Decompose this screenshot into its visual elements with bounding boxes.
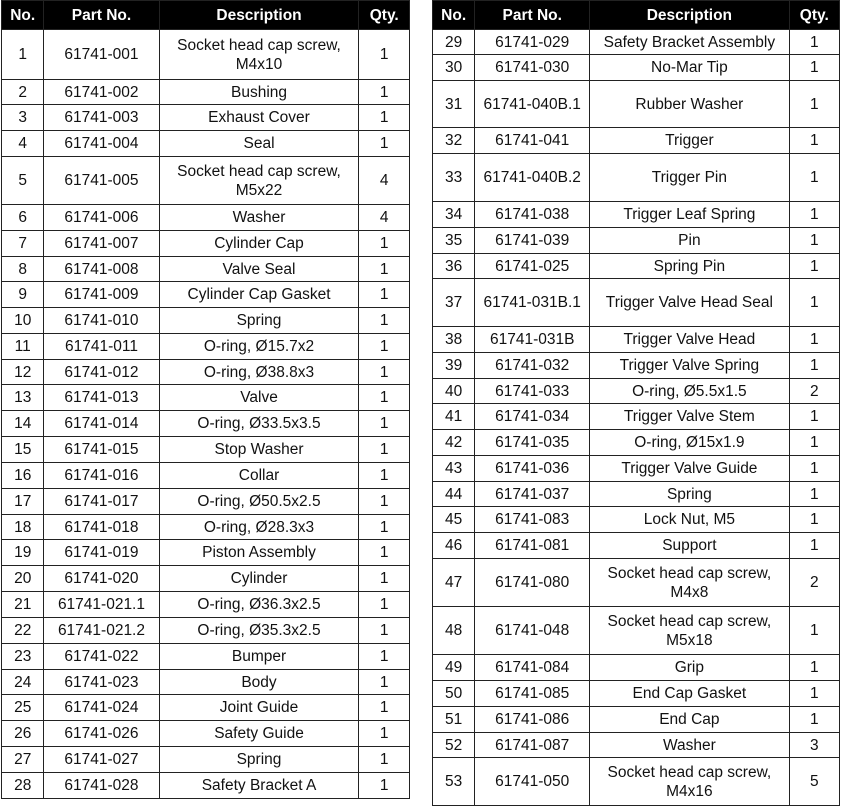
cell-no: 23: [2, 644, 44, 670]
cell-no: 46: [433, 533, 475, 559]
cell-description: Trigger Valve Head Seal: [590, 279, 789, 327]
cell-no: 24: [2, 670, 44, 695]
cell-no: 50: [433, 681, 475, 707]
cell-no: 14: [2, 411, 44, 437]
cell-part-no: 61741-023: [44, 670, 159, 695]
cell-no: 43: [433, 456, 475, 482]
table-row: [2, 489, 410, 515]
cell-part-no: 61741-018: [44, 515, 159, 540]
cell-description: Trigger Leaf Spring: [590, 202, 789, 228]
cell-part-no: 61741-011: [44, 334, 159, 360]
header-qty: Qty.: [359, 1, 410, 30]
cell-part-no: 61741-005: [44, 157, 159, 205]
header-part-no: Part No.: [475, 1, 590, 30]
table-row: [433, 559, 840, 607]
cell-description: O-ring, Ø50.5x2.5: [159, 489, 359, 515]
cell-part-no: 61741-086: [475, 707, 590, 733]
cell-no: 32: [433, 128, 475, 154]
table-row: [2, 308, 410, 334]
cell-part-no: 61741-007: [44, 231, 159, 257]
cell-description: Spring: [590, 482, 789, 507]
cell-description: Piston Assembly: [159, 540, 359, 566]
cell-qty: 1: [789, 202, 839, 228]
cell-description: O-ring, Ø36.3x2.5: [159, 592, 359, 618]
cell-part-no: 61741-036: [475, 456, 590, 482]
cell-part-no: 61741-015: [44, 437, 159, 463]
cell-part-no: 61741-012: [44, 360, 159, 385]
cell-part-no: 61741-087: [475, 733, 590, 758]
cell-qty: 2: [789, 559, 839, 607]
cell-description: Grip: [590, 655, 789, 681]
table-row: [433, 202, 840, 228]
table-row: [433, 507, 840, 533]
cell-description: Spring: [159, 308, 359, 334]
table-row: [2, 231, 410, 257]
header-qty: Qty.: [789, 1, 839, 30]
cell-description: Washer: [159, 205, 359, 231]
cell-part-no: 61741-010: [44, 308, 159, 334]
cell-qty: 1: [789, 81, 839, 128]
cell-no: 3: [2, 105, 44, 131]
cell-description: O-ring, Ø38.8x3: [159, 360, 359, 385]
cell-qty: 1: [789, 30, 839, 55]
cell-description: Cylinder Cap Gasket: [159, 282, 359, 308]
cell-part-no: 61741-013: [44, 385, 159, 411]
cell-description: Support: [590, 533, 789, 559]
cell-qty: 3: [789, 733, 839, 758]
table-row: [2, 257, 410, 282]
cell-qty: 1: [359, 257, 410, 282]
cell-description: Bumper: [159, 644, 359, 670]
cell-part-no: 61741-004: [44, 131, 159, 157]
cell-no: 28: [2, 773, 44, 799]
table-row: [433, 279, 840, 327]
cell-description: Valve: [159, 385, 359, 411]
cell-qty: 1: [789, 655, 839, 681]
cell-description: Seal: [159, 131, 359, 157]
cell-description: Socket head cap screw, M4x16: [590, 758, 789, 806]
cell-description: Washer: [590, 733, 789, 758]
cell-description: Trigger Valve Stem: [590, 404, 789, 430]
cell-qty: 1: [359, 80, 410, 105]
cell-part-no: 61741-026: [44, 721, 159, 747]
cell-description: O-ring, Ø5.5x1.5: [590, 379, 789, 404]
table-row: [2, 566, 410, 592]
cell-description: O-ring, Ø28.3x3: [159, 515, 359, 540]
cell-part-no: 61741-083: [475, 507, 590, 533]
cell-part-no: 61741-014: [44, 411, 159, 437]
cell-part-no: 61741-080: [475, 559, 590, 607]
cell-qty: 1: [359, 566, 410, 592]
table-row: [433, 404, 840, 430]
cell-no: 17: [2, 489, 44, 515]
cell-part-no: 61741-020: [44, 566, 159, 592]
table-row: [433, 482, 840, 507]
cell-no: 25: [2, 695, 44, 721]
cell-no: 26: [2, 721, 44, 747]
cell-part-no: 61741-006: [44, 205, 159, 231]
cell-no: 20: [2, 566, 44, 592]
cell-qty: 1: [789, 507, 839, 533]
cell-qty: 1: [359, 231, 410, 257]
cell-part-no: 61741-040B.2: [475, 154, 590, 202]
cell-part-no: 61741-017: [44, 489, 159, 515]
table-row: [2, 30, 410, 80]
table-row: [433, 379, 840, 404]
table-row: [2, 670, 410, 695]
cell-part-no: 61741-041: [475, 128, 590, 154]
cell-no: 35: [433, 228, 475, 254]
table-row: [2, 515, 410, 540]
cell-description: Socket head cap screw, M4x10: [159, 30, 359, 80]
cell-qty: 1: [359, 360, 410, 385]
cell-description: Cylinder Cap: [159, 231, 359, 257]
table-row: [2, 80, 410, 105]
cell-part-no: 61741-032: [475, 353, 590, 379]
cell-no: 40: [433, 379, 475, 404]
cell-no: 16: [2, 463, 44, 489]
cell-description: Socket head cap screw, M5x18: [590, 607, 789, 655]
header-no: No.: [2, 1, 44, 30]
cell-description: No-Mar Tip: [590, 55, 789, 81]
table-row: [2, 282, 410, 308]
table-row: [2, 540, 410, 566]
table-row: [433, 128, 840, 154]
cell-description: Socket head cap screw, M4x8: [590, 559, 789, 607]
cell-part-no: 61741-033: [475, 379, 590, 404]
cell-description: Spring Pin: [590, 254, 789, 279]
cell-no: 51: [433, 707, 475, 733]
cell-no: 38: [433, 327, 475, 353]
cell-part-no: 61741-035: [475, 430, 590, 456]
cell-qty: 5: [789, 758, 839, 806]
cell-qty: 1: [789, 353, 839, 379]
cell-description: Lock Nut, M5: [590, 507, 789, 533]
table-row: [433, 758, 840, 806]
cell-no: 6: [2, 205, 44, 231]
table-row: [2, 592, 410, 618]
cell-part-no: 61741-029: [475, 30, 590, 55]
cell-no: 47: [433, 559, 475, 607]
cell-qty: 1: [789, 482, 839, 507]
cell-description: Safety Bracket A: [159, 773, 359, 799]
cell-qty: 1: [359, 670, 410, 695]
cell-no: 34: [433, 202, 475, 228]
cell-qty: 4: [359, 205, 410, 231]
parts-table-right-body: [433, 30, 840, 806]
cell-qty: 1: [359, 105, 410, 131]
cell-no: 29: [433, 30, 475, 55]
parts-table-right: [432, 0, 840, 806]
cell-part-no: 61741-021.1: [44, 592, 159, 618]
table-row: [433, 254, 840, 279]
cell-no: 7: [2, 231, 44, 257]
table-row: [433, 30, 840, 55]
parts-table-left: [1, 0, 410, 799]
table-row: [433, 154, 840, 202]
table-row: [2, 721, 410, 747]
cell-description: Exhaust Cover: [159, 105, 359, 131]
cell-part-no: 61741-048: [475, 607, 590, 655]
cell-part-no: 61741-085: [475, 681, 590, 707]
cell-description: Valve Seal: [159, 257, 359, 282]
table-row: [433, 228, 840, 254]
cell-part-no: 61741-022: [44, 644, 159, 670]
cell-qty: 1: [789, 681, 839, 707]
cell-description: Trigger Valve Head: [590, 327, 789, 353]
cell-no: 44: [433, 482, 475, 507]
header-no: No.: [433, 1, 475, 30]
cell-part-no: 61741-024: [44, 695, 159, 721]
parts-table-left-body: [2, 30, 410, 799]
cell-part-no: 61741-009: [44, 282, 159, 308]
table-row: [2, 205, 410, 231]
cell-qty: 4: [359, 157, 410, 205]
header-row: [2, 1, 410, 30]
cell-no: 19: [2, 540, 44, 566]
cell-qty: 1: [789, 279, 839, 327]
cell-part-no: 61741-039: [475, 228, 590, 254]
table-row: [2, 437, 410, 463]
table-row: [2, 463, 410, 489]
table-row: [433, 430, 840, 456]
cell-description: Body: [159, 670, 359, 695]
cell-description: Cylinder: [159, 566, 359, 592]
cell-no: 4: [2, 131, 44, 157]
cell-part-no: 61741-019: [44, 540, 159, 566]
cell-description: O-ring, Ø35.3x2.5: [159, 618, 359, 644]
cell-description: Trigger Valve Spring: [590, 353, 789, 379]
cell-qty: 1: [359, 540, 410, 566]
cell-description: Trigger Pin: [590, 154, 789, 202]
cell-part-no: 61741-037: [475, 482, 590, 507]
table-row: [433, 733, 840, 758]
cell-qty: 1: [359, 385, 410, 411]
table-row: [433, 353, 840, 379]
cell-qty: 1: [359, 334, 410, 360]
cell-no: 31: [433, 81, 475, 128]
cell-qty: 1: [359, 308, 410, 334]
cell-no: 37: [433, 279, 475, 327]
cell-description: Trigger: [590, 128, 789, 154]
cell-description: Bushing: [159, 80, 359, 105]
cell-description: Safety Bracket Assembly: [590, 30, 789, 55]
table-row: [2, 131, 410, 157]
table-row: [2, 385, 410, 411]
cell-no: 52: [433, 733, 475, 758]
cell-qty: 1: [359, 695, 410, 721]
cell-no: 18: [2, 515, 44, 540]
cell-qty: 1: [789, 404, 839, 430]
cell-no: 13: [2, 385, 44, 411]
cell-part-no: 61741-084: [475, 655, 590, 681]
cell-part-no: 61741-001: [44, 30, 159, 80]
table-row: [433, 55, 840, 81]
cell-no: 5: [2, 157, 44, 205]
cell-no: 27: [2, 747, 44, 773]
cell-no: 9: [2, 282, 44, 308]
cell-qty: 1: [359, 437, 410, 463]
cell-part-no: 61741-025: [475, 254, 590, 279]
table-row: [433, 81, 840, 128]
cell-description: O-ring, Ø33.5x3.5: [159, 411, 359, 437]
cell-qty: 1: [359, 489, 410, 515]
cell-part-no: 61741-003: [44, 105, 159, 131]
cell-qty: 1: [359, 618, 410, 644]
table-row: [2, 644, 410, 670]
cell-description: Safety Guide: [159, 721, 359, 747]
cell-no: 45: [433, 507, 475, 533]
cell-qty: 1: [789, 254, 839, 279]
table-row: [433, 707, 840, 733]
cell-part-no: 61741-027: [44, 747, 159, 773]
cell-part-no: 61741-040B.1: [475, 81, 590, 128]
cell-qty: 1: [789, 456, 839, 482]
cell-qty: 1: [359, 515, 410, 540]
cell-description: End Cap Gasket: [590, 681, 789, 707]
cell-no: 42: [433, 430, 475, 456]
cell-part-no: 61741-030: [475, 55, 590, 81]
cell-description: End Cap: [590, 707, 789, 733]
cell-qty: 1: [789, 228, 839, 254]
cell-part-no: 61741-002: [44, 80, 159, 105]
cell-qty: 1: [359, 747, 410, 773]
cell-part-no: 61741-034: [475, 404, 590, 430]
cell-qty: 1: [359, 411, 410, 437]
table-row: [433, 607, 840, 655]
table-row: [2, 157, 410, 205]
cell-description: Collar: [159, 463, 359, 489]
cell-no: 48: [433, 607, 475, 655]
cell-no: 15: [2, 437, 44, 463]
table-row: [2, 105, 410, 131]
cell-no: 21: [2, 592, 44, 618]
cell-part-no: 61741-050: [475, 758, 590, 806]
cell-qty: 1: [789, 154, 839, 202]
table-row: [433, 655, 840, 681]
table-row: [433, 681, 840, 707]
cell-no: 30: [433, 55, 475, 81]
cell-part-no: 61741-021.2: [44, 618, 159, 644]
cell-no: 22: [2, 618, 44, 644]
cell-qty: 1: [359, 592, 410, 618]
table-row: [433, 456, 840, 482]
table-row: [2, 334, 410, 360]
cell-qty: 1: [789, 707, 839, 733]
cell-qty: 1: [789, 607, 839, 655]
cell-part-no: 61741-016: [44, 463, 159, 489]
cell-qty: 2: [789, 379, 839, 404]
cell-part-no: 61741-031B.1: [475, 279, 590, 327]
cell-description: Joint Guide: [159, 695, 359, 721]
cell-description: O-ring, Ø15.7x2: [159, 334, 359, 360]
header-row: [433, 1, 840, 30]
table-row: [2, 747, 410, 773]
cell-part-no: 61741-008: [44, 257, 159, 282]
cell-no: 41: [433, 404, 475, 430]
table-row: [433, 533, 840, 559]
cell-part-no: 61741-031B: [475, 327, 590, 353]
table-row: [2, 695, 410, 721]
cell-description: O-ring, Ø15x1.9: [590, 430, 789, 456]
cell-qty: 1: [789, 55, 839, 81]
cell-qty: 1: [359, 30, 410, 80]
cell-no: 11: [2, 334, 44, 360]
cell-qty: 1: [359, 721, 410, 747]
header-part-no: Part No.: [44, 1, 159, 30]
cell-qty: 1: [359, 644, 410, 670]
cell-no: 2: [2, 80, 44, 105]
cell-qty: 1: [359, 282, 410, 308]
cell-qty: 1: [789, 533, 839, 559]
table-row: [2, 618, 410, 644]
cell-description: Rubber Washer: [590, 81, 789, 128]
cell-part-no: 61741-038: [475, 202, 590, 228]
cell-description: Socket head cap screw, M5x22: [159, 157, 359, 205]
cell-description: Trigger Valve Guide: [590, 456, 789, 482]
cell-no: 53: [433, 758, 475, 806]
cell-qty: 1: [359, 463, 410, 489]
cell-no: 8: [2, 257, 44, 282]
cell-qty: 1: [359, 773, 410, 799]
cell-qty: 1: [789, 430, 839, 456]
cell-description: Spring: [159, 747, 359, 773]
cell-no: 33: [433, 154, 475, 202]
cell-qty: 1: [359, 131, 410, 157]
cell-qty: 1: [789, 128, 839, 154]
cell-description: Stop Washer: [159, 437, 359, 463]
table-row: [2, 411, 410, 437]
header-description: Description: [159, 1, 359, 30]
cell-no: 10: [2, 308, 44, 334]
table-row: [2, 360, 410, 385]
cell-part-no: 61741-081: [475, 533, 590, 559]
cell-no: 36: [433, 254, 475, 279]
header-description: Description: [590, 1, 789, 30]
cell-no: 12: [2, 360, 44, 385]
cell-description: Pin: [590, 228, 789, 254]
table-row: [2, 773, 410, 799]
cell-no: 1: [2, 30, 44, 80]
cell-part-no: 61741-028: [44, 773, 159, 799]
cell-no: 49: [433, 655, 475, 681]
table-row: [433, 327, 840, 353]
cell-qty: 1: [789, 327, 839, 353]
cell-no: 39: [433, 353, 475, 379]
